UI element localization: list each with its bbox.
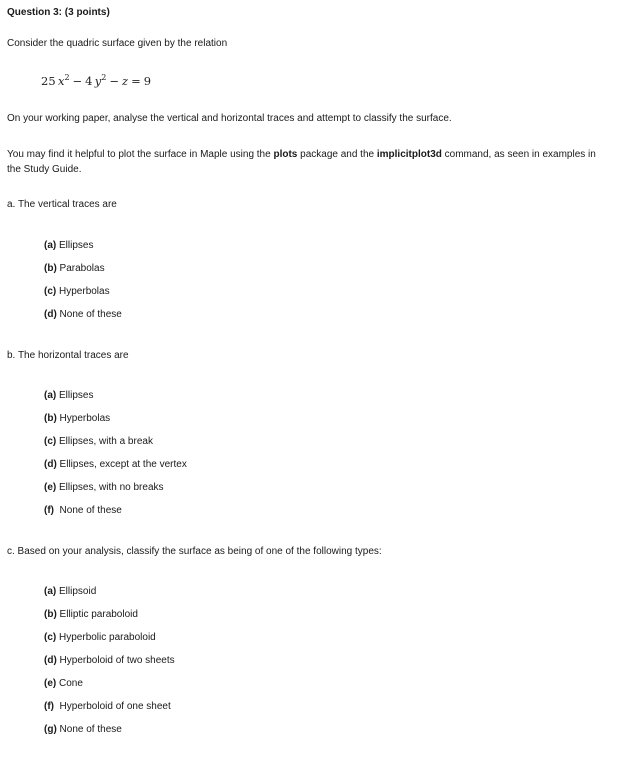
part-a-option[interactable]: (a) Ellipses xyxy=(44,240,94,251)
part-c-prompt: c. Based on your analysis, classify the surface as being of one of the following types: xyxy=(7,546,382,557)
eq-rhs: 9 xyxy=(143,74,152,88)
instruction-text: On your working paper, analyse the vertical and horizontal traces and attempt to classify the surface. xyxy=(7,113,452,124)
part-c-options xyxy=(44,585,175,746)
equation xyxy=(41,74,151,88)
intro-text: Consider the quadric surface given by the relation xyxy=(7,38,228,49)
eq-coef1: 25 xyxy=(41,74,56,88)
part-a-option[interactable]: (c) Hyperbolas xyxy=(44,286,110,297)
part-c-option[interactable]: (c) Hyperbolic paraboloid xyxy=(44,632,156,643)
part-b-option[interactable]: (a) Ellipses xyxy=(44,390,94,401)
part-b-prompt: b. The horizontal traces are xyxy=(7,350,129,361)
hint-plots: plots xyxy=(273,149,298,160)
hint-part2: package and the xyxy=(297,149,377,160)
eq-exp1: 2 xyxy=(64,73,70,82)
part-a-prompt: a. The vertical traces are xyxy=(7,199,117,210)
eq-var3: z xyxy=(122,74,129,88)
hint-text xyxy=(7,147,612,177)
part-a-option[interactable]: (d) None of these xyxy=(44,309,122,320)
part-c-option[interactable]: (e) Cone xyxy=(44,678,83,689)
eq-var1: x xyxy=(57,74,65,88)
hint-part1: You may find it helpful to plot the surface in Maple using the xyxy=(7,149,274,160)
hint-implicitplot3d: implicitplot3d xyxy=(376,149,442,160)
part-a-options xyxy=(44,239,122,331)
eq-exp2: 2 xyxy=(101,73,107,82)
part-b-option[interactable]: (c) Ellipses, with a break xyxy=(44,436,153,447)
eq-equals: = xyxy=(131,74,141,88)
part-b-option[interactable]: (d) Ellipses, except at the vertex xyxy=(44,459,187,470)
part-b-options xyxy=(44,389,187,527)
eq-minus1: − xyxy=(72,74,83,88)
part-c-option[interactable]: (f) Hyperboloid of one sheet xyxy=(44,701,171,712)
part-c-option[interactable]: (b) Elliptic paraboloid xyxy=(44,609,138,620)
part-b-option[interactable]: (b) Hyperbolas xyxy=(44,413,111,424)
eq-coef2: 4 xyxy=(85,74,93,88)
eq-var2: y xyxy=(94,74,102,88)
question-title: Question 3: (3 points) xyxy=(7,7,110,18)
part-c-option[interactable]: (d) Hyperboloid of two sheets xyxy=(44,655,175,666)
part-c-option[interactable]: (a) Ellipsoid xyxy=(44,586,97,597)
part-a-option[interactable]: (b) Parabolas xyxy=(44,263,105,274)
part-b-option[interactable]: (e) Ellipses, with no breaks xyxy=(44,482,164,493)
hint-part3: command, as seen in examples in the Study Guide. xyxy=(7,149,596,175)
part-b-option[interactable]: (f) None of these xyxy=(44,505,122,516)
part-c-option[interactable]: (g) None of these xyxy=(44,724,122,735)
eq-minus2: − xyxy=(109,74,120,88)
